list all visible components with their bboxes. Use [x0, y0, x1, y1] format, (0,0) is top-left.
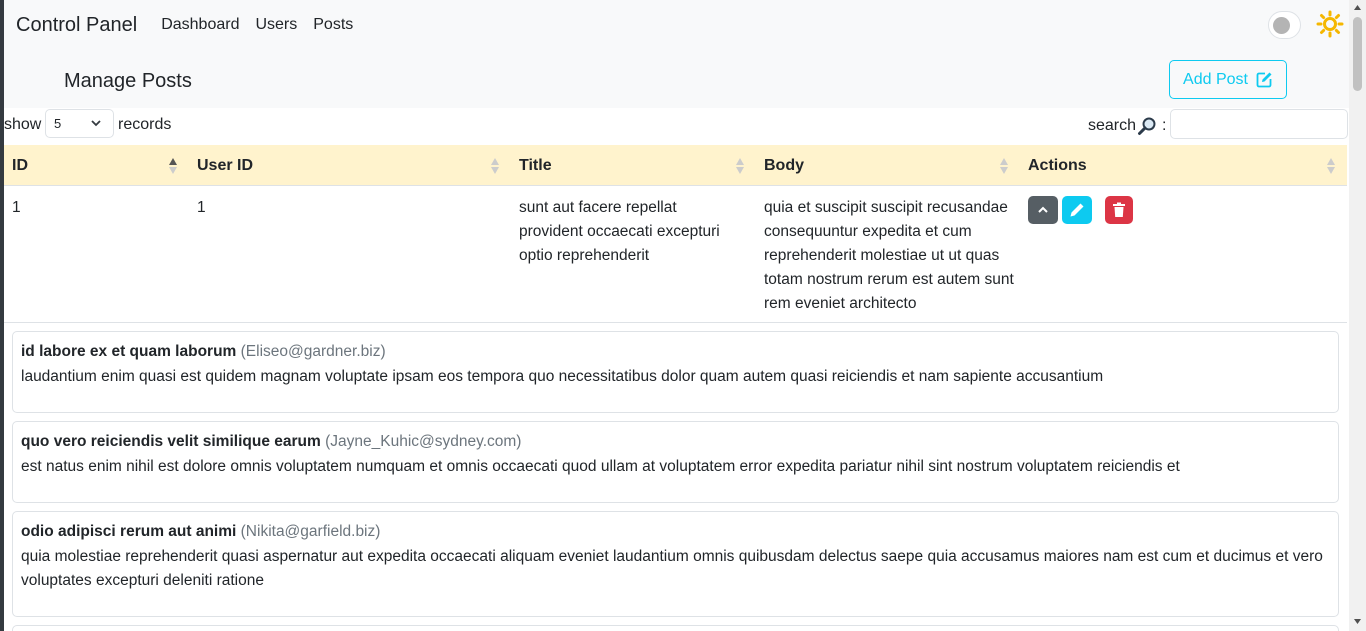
pencil-icon — [1069, 202, 1085, 218]
comment-email: (Nikita@garfield.biz) — [240, 523, 381, 540]
comment-header — [21, 431, 1330, 453]
theme-toggle-switch[interactable] — [1268, 11, 1301, 39]
search-input[interactable] — [1170, 109, 1348, 139]
search-colon: : — [1162, 117, 1167, 134]
comment-name: quo vero reiciendis velit similique earum — [21, 433, 321, 450]
collapse-button[interactable] — [1028, 196, 1058, 224]
column-header-body[interactable]: Body — [764, 157, 804, 174]
chevron-down-icon — [91, 118, 101, 128]
comment-body: quia molestiae reprehenderit quasi aspernatur aut expedita occaecati aliquam eveniet laudantium omnis quibusdam delectus saepe quia accusamus maiores nam est cum et ducimus et vero voluptates excepturi deleniti ratione — [21, 548, 1323, 589]
comment-body: est natus enim nihil est dolore omnis voluptatem numquam et omnis occaecati quod ullam at voluptatem error expedita pariatur nihil sint nostrum voluptatem reiciendis et — [21, 458, 1180, 475]
search-label: search — [1088, 117, 1137, 134]
table-controls — [4, 108, 1349, 145]
scrollbar-thumb[interactable] — [1353, 17, 1362, 91]
add-post-button[interactable] — [1169, 60, 1287, 99]
chevron-up-icon — [1037, 204, 1049, 216]
show-label: show — [4, 116, 42, 133]
brand-title[interactable]: Control Panel — [16, 13, 138, 36]
sort-icon[interactable] — [1326, 157, 1336, 175]
navbar — [4, 0, 1349, 50]
comment-card — [12, 511, 1339, 617]
comment-card — [12, 331, 1339, 413]
comments-list — [4, 323, 1349, 631]
comment-name: id labore ex et quam laborum — [21, 343, 237, 360]
search-label-group — [1088, 116, 1166, 136]
scroll-down-icon[interactable] — [1353, 618, 1362, 625]
add-post-label: Add Post — [1183, 70, 1248, 88]
cell-body: quia et suscipit suscipit recusandae consequuntur expedita et cum reprehenderit molestiae ut ut quas totam nostrum rerum est autem sunt rem eveniet architecto — [764, 199, 1014, 312]
comment-body: laudantium enim quasi est quidem magnam voluptate ipsam eos tempora quo necessitatibus dolor quam autem quasi reiciendis et nam sapiente accusantium — [21, 368, 1104, 385]
cell-title: sunt aut facere repellat provident occaecati excepturi optio reprehenderit — [519, 199, 720, 264]
comment-header — [21, 341, 1330, 363]
edit-square-icon — [1256, 71, 1273, 88]
column-header-title[interactable]: Title — [519, 157, 552, 174]
page-header — [4, 50, 1349, 108]
magnifier-icon — [1137, 116, 1157, 136]
edit-button[interactable] — [1062, 196, 1092, 224]
sort-icon[interactable] — [999, 157, 1009, 175]
cell-id: 1 — [12, 199, 21, 216]
comment-email: (Eliseo@gardner.biz) — [240, 343, 386, 360]
comment-card — [12, 421, 1339, 503]
comment-card — [12, 625, 1339, 631]
nav-link-posts[interactable]: Posts — [313, 16, 354, 33]
comment-header — [21, 521, 1330, 543]
sort-icon[interactable] — [490, 157, 500, 175]
toggle-knob — [1273, 17, 1290, 34]
page-size-select[interactable] — [45, 109, 114, 138]
table-header — [4, 145, 1347, 186]
cell-user-id: 1 — [197, 199, 206, 216]
page-size-value: 5 — [54, 116, 62, 131]
sun-icon[interactable] — [1316, 10, 1344, 38]
records-label: records — [118, 116, 172, 133]
sort-asc-icon[interactable] — [168, 157, 178, 175]
delete-button[interactable] — [1105, 196, 1133, 224]
sort-icon[interactable] — [735, 157, 745, 175]
nav-link-dashboard[interactable]: Dashboard — [161, 16, 240, 33]
page-title: Manage Posts — [64, 70, 192, 92]
column-header-id[interactable]: ID — [12, 157, 28, 174]
page-scrollbar[interactable] — [1349, 0, 1366, 631]
nav-link-users[interactable]: Users — [255, 16, 298, 33]
table-row — [4, 186, 1347, 323]
column-header-user-id[interactable]: User ID — [197, 157, 254, 174]
comment-name: odio adipisci rerum aut animi — [21, 523, 237, 540]
scroll-up-icon[interactable] — [1353, 4, 1362, 11]
column-header-actions[interactable]: Actions — [1028, 157, 1087, 174]
comment-email: (Jayne_Kuhic@sydney.com) — [325, 433, 522, 450]
trash-icon — [1112, 202, 1126, 218]
